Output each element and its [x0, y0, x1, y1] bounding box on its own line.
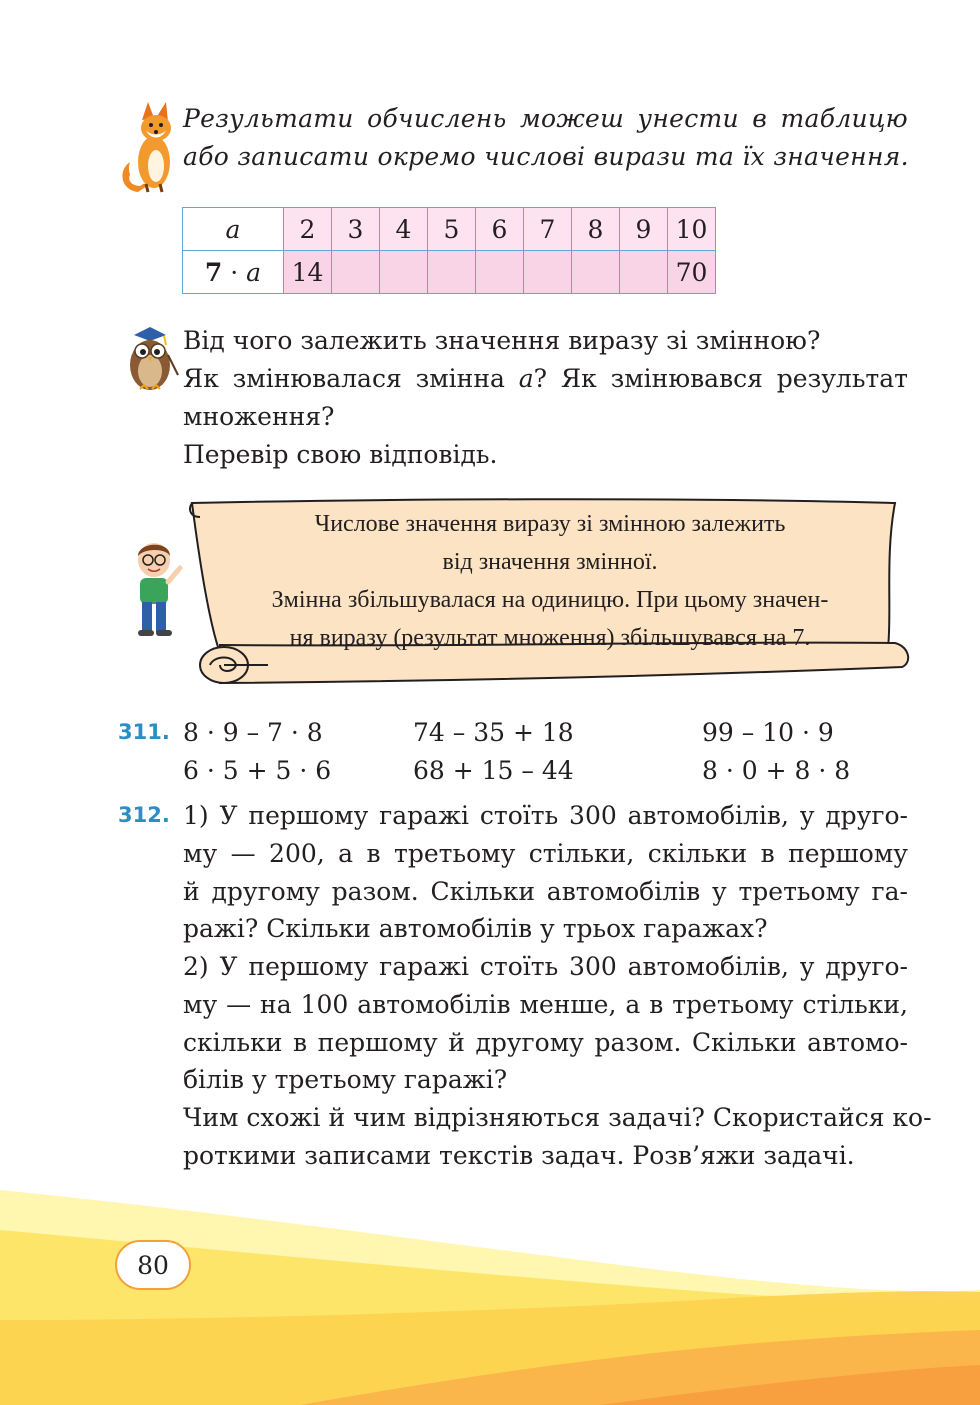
table-cell: 10 [668, 208, 716, 251]
ex312-line: роткими записами текстів задач. Розв’яжи задачі. [183, 1141, 855, 1170]
boy-icon [128, 538, 186, 638]
owl-question-1: Від чого залежить значення виразу зі змінною? [183, 326, 821, 355]
page-number: 80 [137, 1250, 169, 1280]
q2-part-a: Як змінювалася змінна [183, 364, 519, 393]
ex311-expr: 99 – 10 · 9 [702, 718, 834, 747]
table-cell [620, 251, 668, 294]
table-cell: 4 [380, 208, 428, 251]
owl-question-3: множення? [183, 402, 335, 431]
rule-line-4: ня виразу (результат множення) збільшувався на 7. [289, 625, 811, 651]
table-cell [332, 251, 380, 294]
owl-question-2 [183, 360, 908, 397]
table-head-a: a [183, 208, 284, 251]
table-cell [428, 251, 476, 294]
q2-variable: a [518, 364, 534, 393]
owl-question-4: Перевір свою відповідь. [183, 440, 498, 469]
owl-icon [120, 325, 180, 393]
exercise-312-number: 312. [118, 803, 170, 827]
ex312-line: 2) У першому гаражі стоїть 300 автомобілів, у друго- [183, 952, 908, 981]
exercise-311-number: 311. [118, 720, 170, 744]
intro-line-1: Результати обчислень можеш унести в таблицю [183, 104, 908, 133]
table-cell: 6 [476, 208, 524, 251]
value-table [182, 207, 716, 294]
table-cell: 5 [428, 208, 476, 251]
table-cell: 8 [572, 208, 620, 251]
ex312-line: му — 200, а в третьому стільки, скільки в першому [183, 839, 908, 868]
rule-line-2: від значення змінної. [442, 549, 658, 575]
table-cell: 7 [524, 208, 572, 251]
table-cell: 70 [668, 251, 716, 294]
ex312-line: білів у третьому гаражі? [183, 1065, 508, 1094]
page-number-badge [115, 1240, 191, 1290]
table-cell [524, 251, 572, 294]
table-row-variable [183, 208, 716, 251]
fox-icon [120, 100, 182, 195]
table-cell [572, 251, 620, 294]
ex311-expr: 8 · 9 – 7 · 8 [183, 718, 323, 747]
q2-part-b: ? Як змінювався результат [533, 364, 908, 393]
head-number: 7 [204, 257, 223, 287]
ex311-expr: 8 · 0 + 8 · 8 [702, 756, 851, 785]
table-head-7a [183, 251, 284, 294]
table-cell: 3 [332, 208, 380, 251]
table-cell: 9 [620, 208, 668, 251]
rule-line-1: Числове значення виразу зі змінною залежить [314, 511, 786, 537]
intro-line-2: або записати окремо числові вирази та їх значення. [183, 142, 909, 171]
ex312-line: й другому разом. Скільки автомобілів у третьому га- [183, 877, 908, 906]
ex311-expr: 68 + 15 – 44 [413, 756, 574, 785]
ex312-line: скільки в першому й другому разом. Скільки автомо- [183, 1028, 908, 1057]
ex312-line: ражі? Скільки автомобілів у трьох гаражах? [183, 914, 768, 943]
head-variable: a [246, 257, 262, 287]
table-cell: 14 [284, 251, 332, 294]
table-row-product [183, 251, 716, 294]
rule-line-3: Змінна збільшувалася на одиницю. При цьому значен- [271, 587, 829, 613]
table-cell: 2 [284, 208, 332, 251]
ex311-expr: 6 · 5 + 5 · 6 [183, 756, 332, 785]
head-dot: · [222, 257, 247, 287]
table-cell [476, 251, 524, 294]
ex312-line: 1) У першому гаражі стоїть 300 автомобілів, у друго- [183, 801, 908, 830]
ex312-line: му — на 100 автомобілів менше, а в третьому стільки, [183, 990, 908, 1019]
ex312-line: Чим схожі й чим відрізняються задачі? Скористайся ко- [183, 1103, 932, 1132]
table-cell [380, 251, 428, 294]
ex311-expr: 74 – 35 + 18 [413, 718, 574, 747]
